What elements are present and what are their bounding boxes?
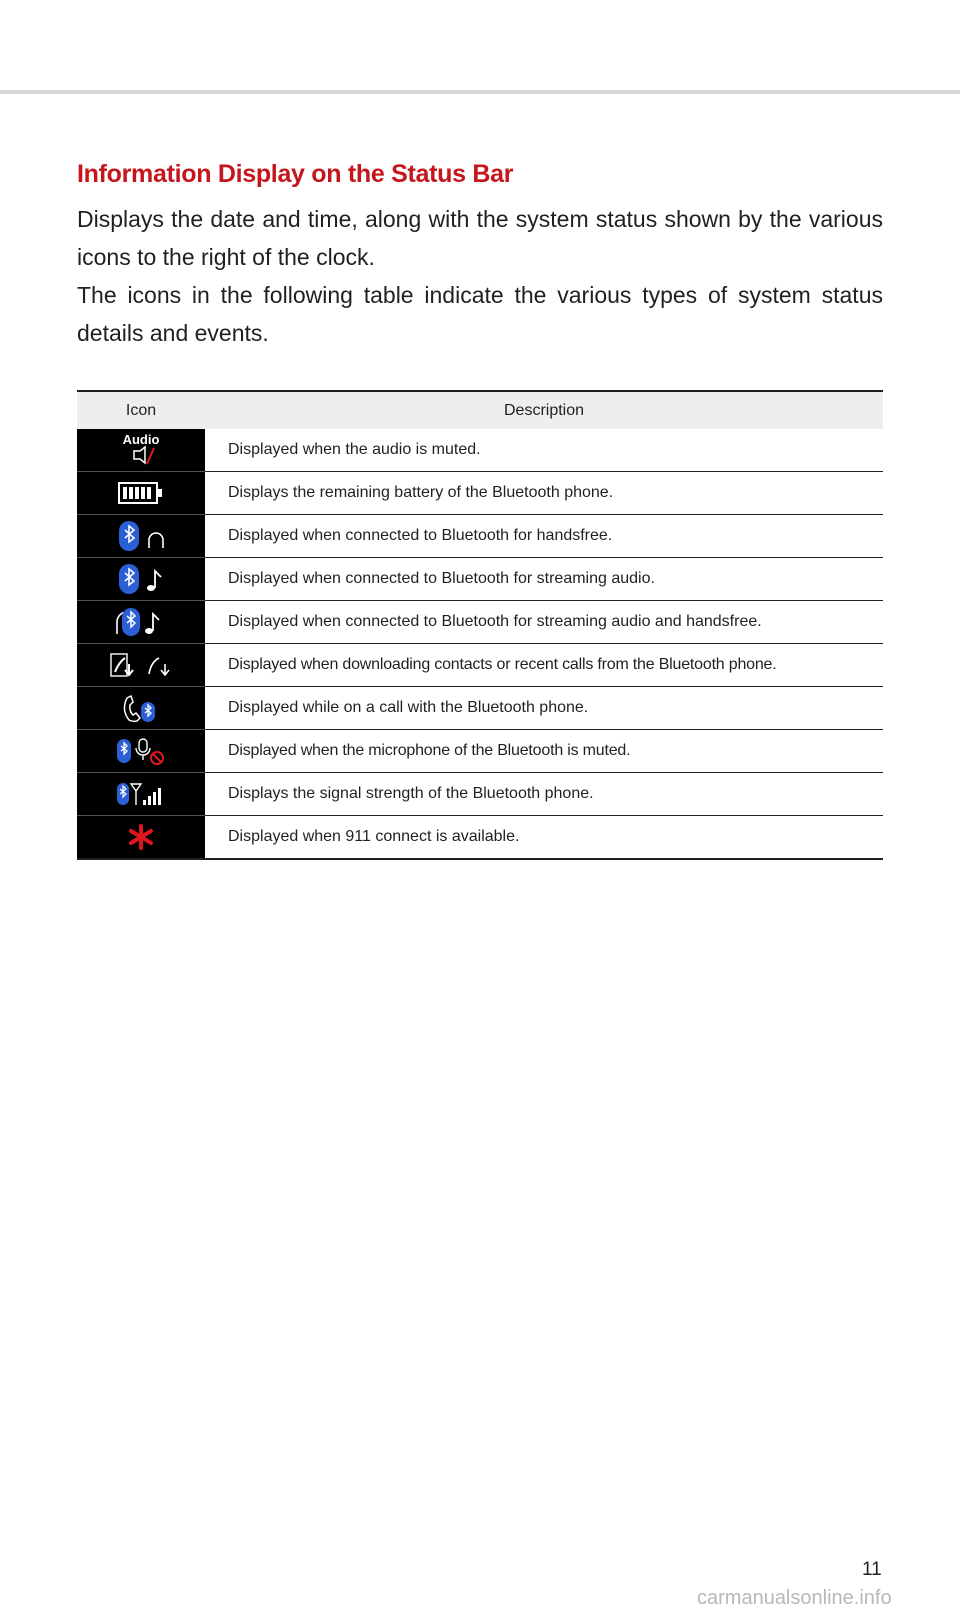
section-title: Information Display on the Status Bar	[77, 160, 514, 188]
table-row	[77, 730, 883, 773]
page-number: 11	[862, 1559, 882, 1580]
audio-muted-icon	[111, 430, 171, 470]
table-row	[77, 816, 883, 860]
bluetooth-mic-muted-icon	[109, 733, 173, 769]
watermark: carmanualsonline.info	[697, 1587, 892, 1609]
bluetooth-audio-handsfree-icon	[109, 604, 173, 640]
intro-paragraph: Displays the date and time, along with the system status shown by the various icons to the right of the clock.	[77, 206, 883, 270]
row-description: Displays the signal strength of the Bluetooth phone.	[205, 773, 883, 816]
table-row	[77, 601, 883, 644]
table-row	[77, 429, 883, 472]
911-connect-icon	[121, 820, 161, 854]
bluetooth-audio-icon	[111, 561, 171, 597]
battery-icon	[116, 480, 166, 506]
table-row	[77, 773, 883, 816]
icon-column-header: Icon	[77, 391, 205, 429]
row-description: Displayed when connected to Bluetooth for handsfree.	[205, 515, 883, 558]
bluetooth-signal-icon	[111, 777, 171, 811]
row-description: Displayed when downloading contacts or recent calls from the Bluetooth phone.	[205, 644, 883, 687]
row-description: Displayed when connected to Bluetooth for streaming audio and handsfree.	[205, 601, 883, 644]
bluetooth-call-icon	[111, 690, 171, 726]
table-row	[77, 472, 883, 515]
table-row	[77, 687, 883, 730]
svg-text:Audio: Audio	[122, 432, 160, 447]
row-description: Displayed when 911 connect is available.	[205, 816, 883, 860]
row-description: Displays the remaining battery of the Bluetooth phone.	[205, 472, 883, 515]
table-row	[77, 515, 883, 558]
description-column-header: Description	[205, 391, 883, 429]
table-row	[77, 644, 883, 687]
row-description: Displayed when the microphone of the Bluetooth is muted.	[205, 730, 883, 773]
status-icon-table	[77, 390, 883, 860]
table-intro-paragraph: The icons in the following table indicate the various types of system status details and events.	[77, 282, 883, 346]
bluetooth-handsfree-icon	[111, 518, 171, 554]
top-rule	[0, 90, 960, 94]
table-row	[77, 558, 883, 601]
row-description: Displayed while on a call with the Bluetooth phone.	[205, 687, 883, 730]
row-description: Displayed when connected to Bluetooth for streaming audio.	[205, 558, 883, 601]
table-header-row	[77, 391, 883, 429]
download-contacts-icon	[105, 648, 177, 682]
row-description: Displayed when the audio is muted.	[205, 429, 883, 472]
